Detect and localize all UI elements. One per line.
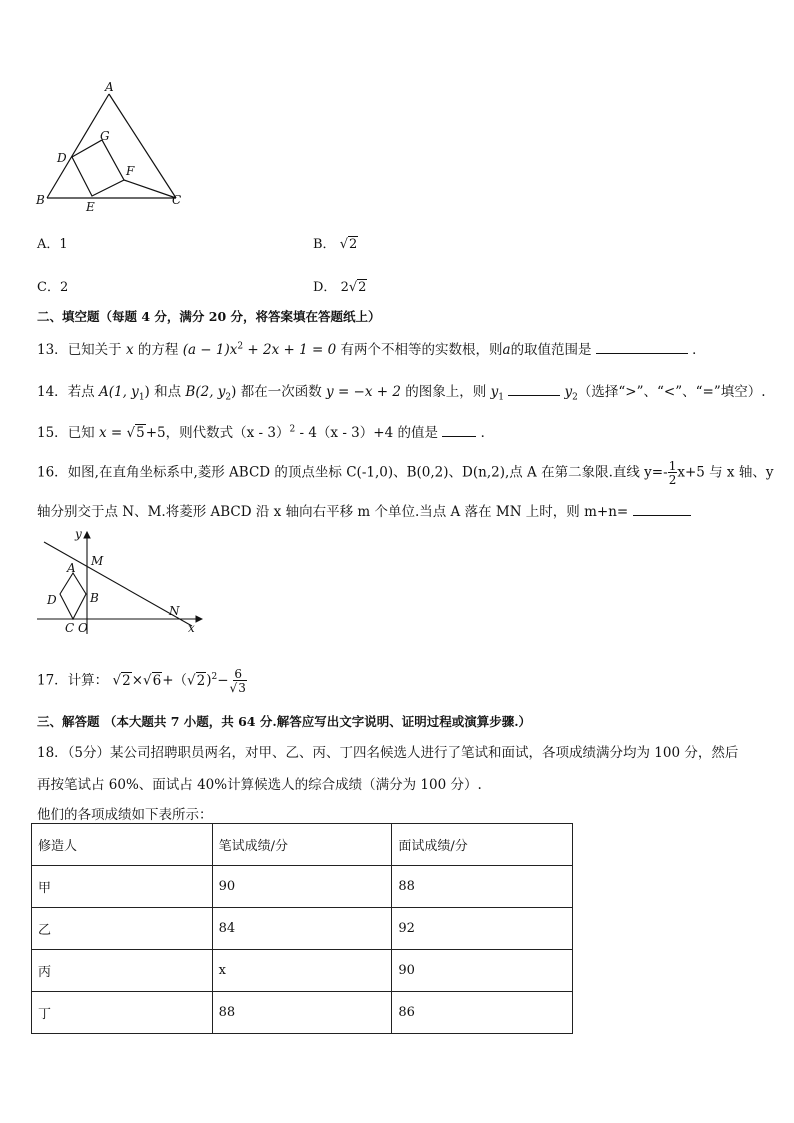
q14-text-2: 和点 — [154, 384, 182, 400]
option-b-radicand: 2 — [349, 237, 358, 252]
label-f: F — [126, 164, 135, 178]
q17-text: 计算： — [67, 672, 109, 689]
q14-number: 14． — [37, 384, 68, 400]
q13-text-3: 有两个不相等的实数根，则 — [340, 342, 503, 358]
option-b-sqrt: √2 — [339, 237, 358, 252]
table-row — [32, 866, 573, 908]
option-c-value: 2 — [59, 280, 69, 295]
q13-var-a: a — [502, 342, 511, 358]
q16-number: 16． — [37, 464, 68, 481]
label-o: O — [78, 621, 88, 635]
q14-sub-1: 1 — [138, 392, 145, 403]
q15-radicand: 5 — [136, 425, 145, 441]
q13-text-4: 的取值范围是 — [510, 342, 592, 358]
label-x: x — [188, 621, 195, 635]
cell-interview: 86 — [392, 992, 573, 1034]
cell-name: 丁 — [32, 992, 213, 1034]
q15-sqrt: √5 — [126, 425, 145, 441]
q16-fraction — [668, 460, 678, 486]
q17-times: × — [131, 672, 143, 689]
cell-name: 丙 — [32, 950, 213, 992]
q14-text-1: 若点 — [67, 384, 95, 400]
q17-close: ) — [206, 672, 212, 689]
q14-text-4: 的图象上，则 — [405, 384, 487, 400]
question-18-line-1: 18．（5分）某公司招聘职员两名，对甲、乙、丙、丁四名候选人进行了笔试和面试，各项成绩满分均为 100 分，然后 — [37, 745, 739, 761]
q16-text-2: 轴分别交于点 N、M.将菱形 ABCD 沿 x 轴向右平移 m 个单位.当点 A 落在 MN 上时，则 m+n= — [37, 504, 629, 520]
label-e: E — [86, 200, 95, 214]
q13-var-x: x — [125, 342, 134, 358]
q14-answer-blank[interactable] — [508, 395, 560, 396]
q16-answer-blank[interactable] — [633, 515, 691, 516]
triangle-figure — [30, 78, 200, 218]
q13-eq-rest: + 2x + 1 = 0 — [243, 342, 337, 358]
q16-text-1b: x+5 与 x 轴、y — [677, 464, 774, 481]
label-g: G — [100, 129, 110, 143]
cell-interview: 92 — [392, 908, 573, 950]
option-b-label: B． — [313, 237, 336, 252]
q17-plus: +（ — [162, 672, 188, 689]
q13-number: 13． — [37, 342, 68, 358]
q17-sqrt-1: √2 — [112, 672, 131, 689]
scores-table — [31, 823, 573, 1034]
question-16-line-2 — [37, 500, 691, 520]
question-14 — [37, 380, 766, 403]
q15-expression: +5，则代数式（x - 3） — [145, 425, 290, 441]
label-c2: C — [65, 621, 75, 635]
q14-text-3: 都在一次函数 — [240, 384, 322, 400]
q14-function: y = −x + 2 — [326, 384, 401, 400]
q17-radicand-2: 6 — [152, 672, 162, 689]
q17-number: 17． — [37, 672, 68, 689]
option-c — [37, 276, 68, 295]
q15-x-eq: x = — [98, 425, 123, 441]
question-13 — [37, 338, 706, 358]
section-2-title: 二、填空题（每题 4 分，满分 20 分，将答案填在答题纸上） — [37, 309, 381, 324]
cell-written: 84 — [212, 908, 392, 950]
square-dgfe — [72, 140, 124, 196]
option-d — [313, 276, 367, 295]
q16-frac-num: 1 — [668, 459, 677, 473]
q14-close-1: ) — [144, 384, 150, 400]
header-written: 笔试成绩/分 — [212, 824, 392, 866]
question-18-line-3: 他们的各项成绩如下表所示： — [37, 807, 213, 823]
q17-radicand-3: 2 — [196, 672, 206, 689]
q13-eq-square: 2 — [237, 341, 244, 352]
cell-written: 88 — [212, 992, 392, 1034]
table-header-row — [32, 824, 573, 866]
option-a — [37, 233, 68, 252]
q15-number: 15． — [37, 425, 68, 441]
q17-radicand-1: 2 — [122, 672, 131, 689]
option-b — [313, 233, 358, 252]
option-a-value: 1 — [59, 237, 68, 252]
q17-sqrt-3: √2 — [187, 672, 206, 689]
option-a-label: A． — [37, 237, 60, 252]
q16-text-1a: 如图,在直角坐标系中,菱形 ABCD 的顶点坐标 C(-1,0)、B(0,2)、D(n,2),点 A 在第二象限.直线 y=- — [67, 464, 668, 481]
cell-written: 90 — [212, 866, 392, 908]
question-16-line-1 — [37, 460, 773, 486]
q15-text-1: 已知 — [67, 425, 95, 441]
q17-fraction — [229, 668, 248, 694]
label-m: M — [91, 554, 104, 568]
q14-y1-sub: 1 — [498, 392, 504, 403]
q14-point-b: B(2, y — [185, 384, 226, 400]
label-d: D — [57, 151, 67, 165]
label-c: C — [172, 193, 182, 207]
label-n: N — [169, 604, 180, 618]
coordinate-figure — [30, 522, 210, 638]
cell-written: x — [212, 950, 392, 992]
q13-end: ． — [692, 342, 706, 358]
option-d-sqrt: √2 — [348, 280, 367, 295]
q17-square: 2 — [211, 672, 218, 682]
q14-text-5: （选择“>”、“<”、“=”填空）. — [577, 384, 766, 400]
cell-interview: 88 — [392, 866, 573, 908]
label-y: y — [75, 527, 82, 541]
q17-minus: − — [217, 672, 229, 689]
q15-end: ． — [480, 425, 495, 441]
question-17 — [37, 668, 248, 694]
q14-sub-2: 2 — [225, 392, 232, 403]
label-a2: A — [67, 561, 76, 575]
option-d-coef: 2 — [340, 280, 349, 295]
q16-frac-den: 2 — [668, 473, 677, 487]
q14-y2-sub: 2 — [572, 392, 578, 403]
edge-ab — [47, 94, 109, 198]
cell-name: 乙 — [32, 908, 213, 950]
header-candidate: 修造人 — [32, 824, 213, 866]
option-d-label: D． — [313, 280, 337, 295]
question-18-line-2: 再按笔试占 60%、面试占 40%计算候选人的综合成绩（满分为 100 分）. — [37, 777, 482, 793]
question-15 — [37, 421, 494, 441]
q14-y2: y — [564, 384, 573, 400]
option-d-radicand: 2 — [358, 280, 367, 295]
label-b: B — [36, 193, 45, 207]
section-3-title: 三、解答题 （本大题共 7 小题，共 64 分.解答应写出文字说明、证明过程或演算步骤.） — [37, 714, 532, 729]
q14-y1: y — [490, 384, 499, 400]
label-a: A — [105, 80, 114, 94]
q17-frac-den: √3 — [229, 681, 246, 695]
q17-frac-num: 6 — [234, 667, 243, 681]
q13-text-2: 的方程 — [137, 342, 179, 358]
q17-frac-den-radicand: 3 — [238, 681, 246, 695]
q15-answer-blank[interactable] — [442, 436, 476, 437]
q15-text-2: - 4（x - 3）+4 的值是 — [295, 425, 438, 441]
q13-eq-lhs: (a − 1)x — [182, 342, 238, 358]
label-d2: D — [47, 593, 57, 607]
q13-answer-blank[interactable] — [596, 353, 688, 354]
header-interview: 面试成绩/分 — [392, 824, 573, 866]
cell-name: 甲 — [32, 866, 213, 908]
table-row — [32, 950, 573, 992]
q13-text-1: 已知关于 — [67, 342, 122, 358]
q14-point-a: A(1, y — [98, 384, 139, 400]
table-row — [32, 992, 573, 1034]
q15-square: 2 — [289, 424, 296, 435]
cell-interview: 90 — [392, 950, 573, 992]
label-b2: B — [90, 591, 99, 605]
rhombus-abcd — [60, 573, 86, 619]
q17-sqrt-2: √6 — [143, 672, 162, 689]
table-row — [32, 908, 573, 950]
segment-fc — [124, 180, 176, 198]
option-c-label: C． — [37, 280, 60, 295]
q14-close-2: ) — [231, 384, 237, 400]
